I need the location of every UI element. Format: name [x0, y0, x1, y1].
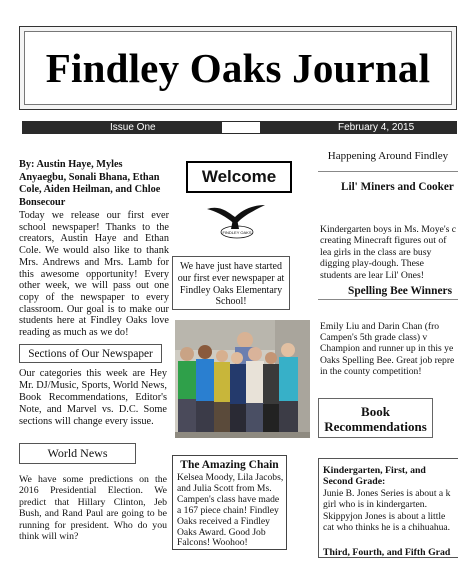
world-news-heading: World News	[47, 446, 108, 460]
issue-date: February 4, 2015	[338, 122, 415, 133]
students-photo	[175, 320, 310, 438]
world-news-article: We have some predictions on the 2016 Presidential Election. We predict that Hillary Clinton, Jeb Bush, and Rand Paul are going to be running for president. Who do you think will win?	[19, 474, 167, 543]
grade-recommendations-box	[318, 458, 458, 558]
around-findley-heading: Happening Around Findley	[327, 150, 449, 162]
welcome-heading-box	[186, 161, 292, 193]
logo-caption: FINDLEY OAKS	[222, 230, 252, 235]
amazing-chain-box	[172, 455, 287, 550]
sections-heading-box	[19, 344, 162, 363]
amazing-chain-heading: The Amazing Chain	[180, 459, 279, 471]
grade-3-5-heading: Third, Fourth, and Fifth Grad	[323, 547, 451, 558]
issue-number: Issue One	[110, 122, 156, 133]
issue-bar	[22, 121, 457, 134]
section-divider	[318, 299, 458, 300]
grade-k2-heading: Kindergarten, First, and Second Grade:	[323, 465, 426, 487]
amazing-chain-article: Kelsea Moody, Lila Jacobs, and Julia Scott from Ms. Campen's class have made a 167 piece chain! Findley Oaks received a Findley Oaks Award. Good Job Falcons! Woohoo!	[177, 472, 284, 549]
spelling-bee-article: Emily Liu and Darin Chan (fro Campen's 5th grade class) v Champion and runner up in this ye Oaks Spelling Bee. Great job repre in the county competition!	[320, 321, 455, 377]
byline: By: Austin Haye, Myles Anyaegbu, Sonali Bhana, Ethan Cole, Aiden Heilman, and Chloe Bonsecour	[19, 159, 161, 208]
issue-bar-divider	[222, 122, 260, 133]
newspaper-title: Findley Oaks Journal	[45, 45, 431, 91]
intro-article: Today we release our first ever school newspaper! Thanks to the creators, Austin Haye and Ethan Cole. We would also like to thank Mrs. Andrews and Mrs. Lamb for this awesome opportunity! Every other week, we will pass out one copy of the newspaper to every classroom. Our goal is to make our students here at Findley Oaks love reading as much as we do!	[19, 210, 169, 339]
book-recommendations-heading: Book Recommendations	[324, 404, 427, 434]
masthead	[19, 26, 457, 110]
students-photo-image	[175, 320, 310, 438]
lil-miners-article: Kindergarten boys in Ms. Moye's c creating Minecraft figures out of lea girls in the class are busy digging play-dough. These students are lear Lil' Ones!	[320, 224, 457, 281]
welcome-heading: Welcome	[201, 167, 277, 186]
sections-article: Our categories this week are Hey Mr. DJ/Music, Sports, World News, Book Recommendations, Editor's Note, and Marvel vs. D.C. Some sections will change every issue.	[19, 368, 167, 427]
book-recommendations-heading-box	[318, 398, 433, 438]
world-news-heading-box	[19, 443, 136, 464]
falcon-logo	[205, 199, 267, 241]
sections-heading: Sections of Our Newspaper	[28, 347, 153, 360]
spelling-bee-heading: Spelling Bee Winners	[348, 285, 453, 297]
lil-miners-heading: Lil' Miners and Cooker	[341, 181, 454, 193]
welcome-article: We have just have started our first ever newspaper at Findley Oaks Elementary School!	[177, 261, 285, 308]
welcome-article-box	[172, 256, 290, 310]
masthead-frame	[24, 31, 452, 105]
section-divider	[318, 171, 458, 172]
grade-k2-article: Junie B. Jones Series is about a k girl who is in kindergarten. Skippyjon Jones is about a little cat who thinks he is a chihuahua.	[323, 488, 451, 534]
